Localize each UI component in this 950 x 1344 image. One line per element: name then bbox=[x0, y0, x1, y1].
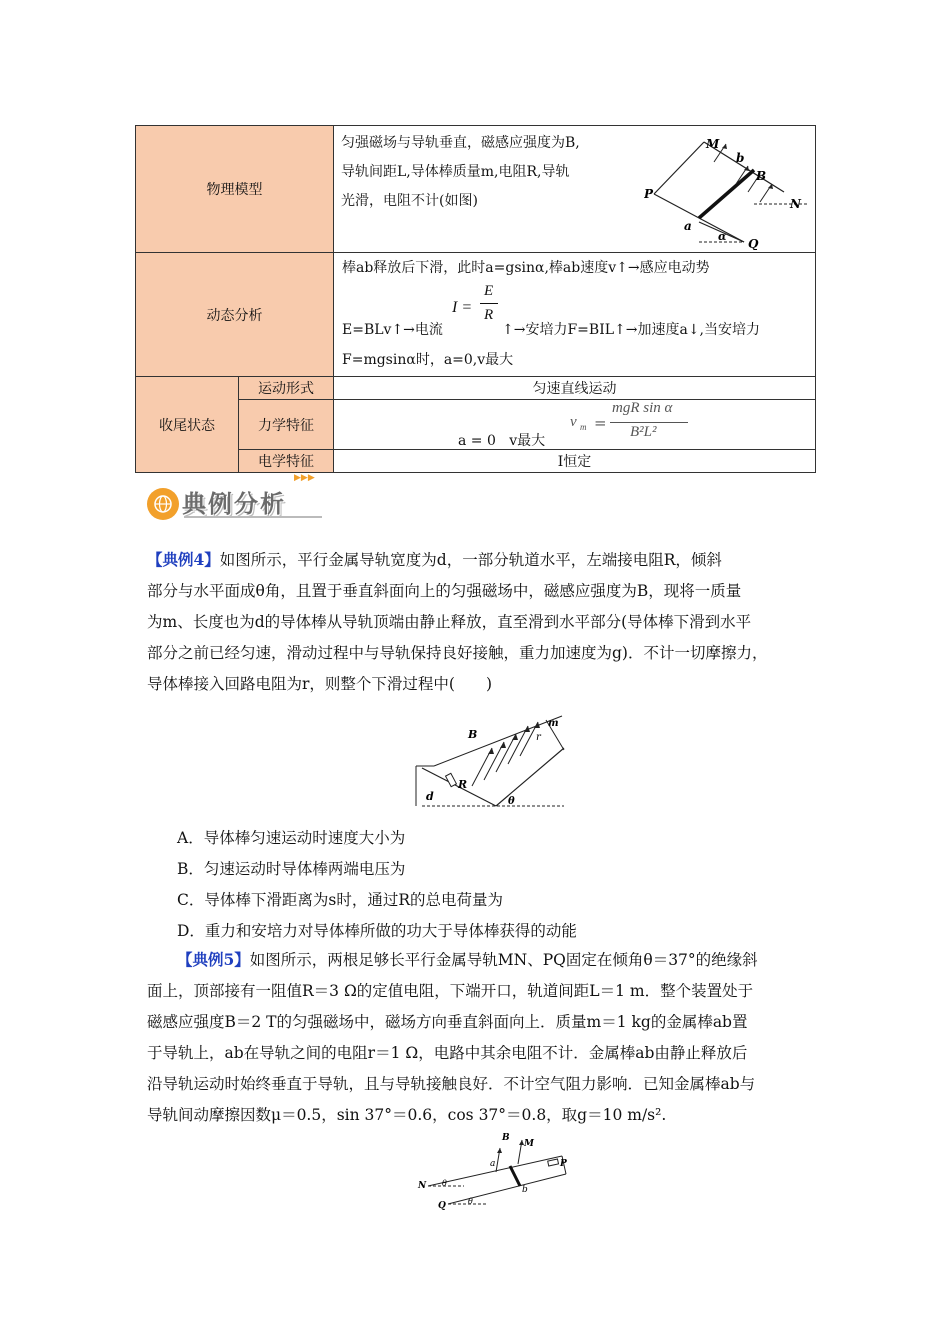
label-a: a bbox=[684, 219, 692, 233]
label-alpha: α bbox=[718, 230, 727, 243]
ex5-label-b: b bbox=[522, 1185, 528, 1195]
ex4-label-R: R bbox=[458, 778, 468, 791]
ex5-line-3: 磁感应强度B＝2 T的匀强磁场中，磁场方向垂直斜面向上．质量m＝1 kg的金属棒ab置 bbox=[147, 1013, 748, 1031]
formula-I-lhs: I = bbox=[452, 299, 473, 316]
motion-value: 匀速直线运动 bbox=[334, 377, 816, 400]
formula-v-sub: m bbox=[580, 422, 587, 432]
formula-I-bar bbox=[480, 303, 498, 304]
ex5-label-theta-2: θ bbox=[468, 1197, 473, 1206]
label-M: M bbox=[706, 137, 720, 151]
mechanics-content bbox=[334, 400, 816, 450]
model-text-line-2: 导轨间距L,导体棒质量m,电阻R,导轨 bbox=[341, 164, 570, 180]
row-label-final-state: 收尾状态 bbox=[136, 377, 239, 473]
ex5-tag: 【典例5】 bbox=[177, 950, 250, 969]
formula-v-eq: = bbox=[594, 414, 607, 432]
formula-v-den: B²L² bbox=[630, 424, 657, 440]
ex4-option-b[interactable]: B．匀速运动时导体棒两端电压为 bbox=[177, 860, 406, 878]
label-N: N bbox=[790, 197, 801, 211]
ex5-label-P: P bbox=[560, 1159, 567, 1169]
ex5-label-M: M bbox=[524, 1139, 534, 1149]
dynamic-line-1: 棒ab释放后下滑，此时a=gsinα,棒ab速度v↑→感应电动势 bbox=[342, 260, 710, 276]
formula-v-num: mgR sin α bbox=[612, 400, 673, 416]
ex4-line-3: 为m、长度也为d的导体棒从导轨顶端由静止释放，直至滑到水平部分(导体棒下滑到水平 bbox=[147, 613, 752, 631]
ex4-tag: 【典例4】 bbox=[147, 550, 220, 569]
ex4-label-d: d bbox=[426, 790, 434, 803]
ex5-label-N: N bbox=[418, 1181, 427, 1191]
model-text-line-1: 匀强磁场与导轨垂直，磁感应强度为B, bbox=[341, 135, 580, 151]
ex5-label-B: B bbox=[502, 1133, 510, 1143]
physics-model-table bbox=[135, 125, 816, 473]
ex4-label-B: B bbox=[468, 728, 478, 741]
ex5-label-theta-1: θ bbox=[442, 1179, 447, 1188]
label-b: b bbox=[736, 151, 745, 165]
ex4-option-a[interactable]: A．导体棒匀速运动时速度大小为 bbox=[177, 829, 406, 847]
row-label-dynamic-analysis: 动态分析 bbox=[136, 253, 334, 377]
ex5-line-5: 沿导轨运动时始终垂直于导轨，且与导轨接触良好．不计空气阻力影响．已知金属棒ab与 bbox=[147, 1075, 756, 1093]
ex5-line-4: 于导轨上，ab在导轨之间的电阻r＝1 Ω，电路中其余电阻不计．金属棒ab由静止释放后 bbox=[147, 1044, 748, 1062]
label-P: P bbox=[644, 187, 654, 201]
ex4-line-5: 导体棒接入回路电阻为r，则整个下滑过程中( ) bbox=[147, 675, 493, 693]
electrical-value: I恒定 bbox=[334, 450, 816, 473]
row-dynamic-analysis-content bbox=[334, 253, 816, 377]
label-Q: Q bbox=[748, 237, 759, 250]
ex4-label-theta: θ bbox=[508, 796, 515, 807]
formula-v-lhs: v bbox=[570, 414, 577, 430]
ex4-line-2: 部分与水平面成θ角，且置于垂直斜面向上的匀强磁场中，磁感应强度为B，现将一质量 bbox=[147, 582, 742, 600]
ex5-label-a: a bbox=[490, 1159, 496, 1169]
banner-arrows-icon: ▶▶▶ bbox=[294, 473, 315, 483]
ex4-line-4: 部分之前已经匀速，滑动过程中与导轨保持良好接触，重力加速度为g)．不计一切摩擦力， bbox=[147, 644, 768, 662]
ex4-line-1: 【典例4】如图所示，平行金属导轨宽度为d，一部分轨道水平，左端接电阻R，倾斜 bbox=[147, 550, 722, 569]
formula-v-bar bbox=[610, 422, 688, 423]
ex4-option-c[interactable]: C．导体棒下滑距离为s时，通过R的总电荷量为 bbox=[177, 891, 503, 909]
row-physics-model-content bbox=[334, 126, 816, 253]
label-B: B bbox=[756, 169, 767, 183]
sub-label-mechanics: 力学特征 bbox=[239, 400, 334, 450]
ex5-line-2: 面上，顶部接有一阻值R＝3 Ω的定值电阻，下端开口，轨道间距L＝1 m．整个装置处于 bbox=[147, 982, 754, 1000]
sub-label-motion: 运动形式 bbox=[239, 377, 334, 400]
dynamic-line-2b: ↑→安培力F=BIL↑→加速度a↓,当安培力 bbox=[502, 322, 761, 338]
formula-I-den: R bbox=[484, 307, 494, 323]
globe-icon bbox=[147, 488, 179, 520]
sub-label-electrical: 电学特征 bbox=[239, 450, 334, 473]
section-title: 典例分析 bbox=[182, 490, 286, 518]
banner-underline bbox=[184, 516, 322, 518]
ex5-label-Q: Q bbox=[438, 1201, 446, 1211]
ex5-line-1: 【典例5】如图所示，两根足够长平行金属导轨MN、PQ固定在倾角θ＝37°的绝缘斜 bbox=[177, 950, 758, 969]
row-label-physics-model: 物理模型 bbox=[136, 126, 334, 253]
dynamic-line-3: F=mgsinα时，a=0,v最大 bbox=[342, 352, 514, 368]
ex4-label-r: r bbox=[536, 732, 541, 743]
dynamic-line-2a: E=BLv↑→电流 bbox=[342, 322, 443, 338]
model-text-line-3: 光滑，电阻不计(如图) bbox=[341, 193, 478, 209]
ex5-rail-figure bbox=[414, 1126, 578, 1212]
formula-I-num: E bbox=[484, 283, 494, 299]
inclined-rail-figure bbox=[644, 132, 814, 250]
ex4-rail-figure bbox=[412, 708, 572, 810]
ex4-option-d[interactable]: D．重力和安培力对导体棒所做的功大于导体棒获得的动能 bbox=[177, 922, 577, 940]
ex5-line-6: 导轨间动摩擦因数μ＝0.5，sin 37°＝0.6，cos 37°＝0.8，取g＝10 m/s². bbox=[147, 1106, 667, 1124]
mechanics-value: a = 0 v最大 bbox=[458, 433, 546, 449]
ex4-label-m: m bbox=[548, 718, 559, 729]
